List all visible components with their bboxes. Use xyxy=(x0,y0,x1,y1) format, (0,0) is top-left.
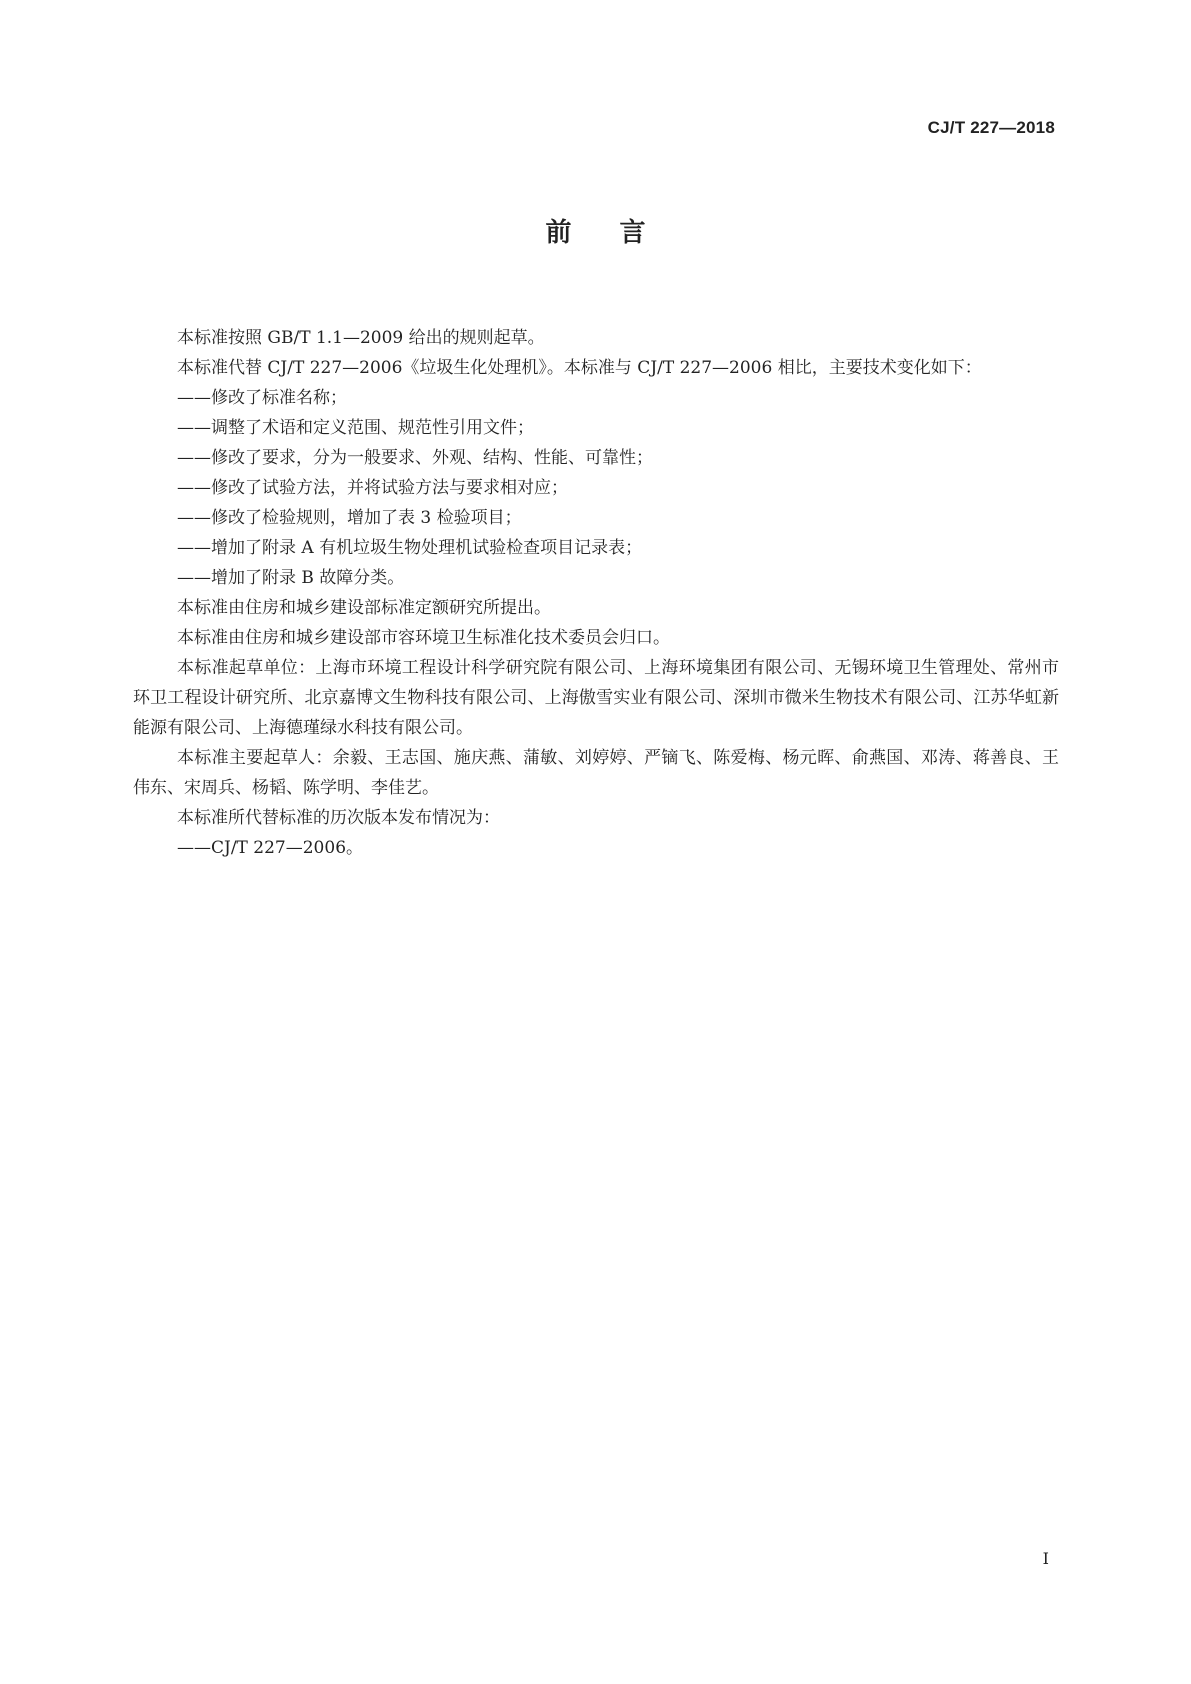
change-item: ——调整了术语和定义范围、规范性引用文件； xyxy=(177,418,534,438)
paragraph-drafting-rules: 本标准按照 GB/T 1.1—2009 给出的规则起草。 xyxy=(177,328,545,348)
paragraph-replacement: 本标准代替 CJ/T 227—2006《垃圾生化处理机》。本标准与 CJ/T 227—2006 相比，主要技术变化如下： xyxy=(177,358,982,378)
change-item: ——修改了要求，分为一般要求、外观、结构、性能、可靠性； xyxy=(177,448,653,468)
paragraph-proposed-by: 本标准由住房和城乡建设部标准定额研究所提出。 xyxy=(177,598,551,618)
paragraph-drafters: 本标准主要起草人：余毅、王志国、施庆燕、蒲敏、刘婷婷、严镝飞、陈爱梅、杨元晖、俞燕国、邓涛、蒋善良、王伟东、宋周兵、杨韬、陈学明、李佳艺。 xyxy=(133,748,1059,798)
change-item: ——增加了附录 A 有机垃圾生物处理机试验检查项目记录表； xyxy=(177,538,643,558)
change-item: ——增加了附录 B 故障分类。 xyxy=(177,568,405,588)
change-item: ——修改了试验方法，并将试验方法与要求相对应； xyxy=(177,478,568,498)
paragraph-managed-by: 本标准由住房和城乡建设部市容环境卫生标准化技术委员会归口。 xyxy=(177,628,670,648)
foreword-body xyxy=(133,323,1059,863)
paragraph-drafting-units: 本标准起草单位：上海市环境工程设计科学研究院有限公司、上海环境集团有限公司、无锡环境卫生管理处、常州市环卫工程设计研究所、北京嘉博文生物科技有限公司、上海傲雪实业有限公司、深圳市微米生物技术有限公司、江苏华虹新能源有限公司、上海德瑾绿水科技有限公司。 xyxy=(133,658,1059,738)
paragraph-version-history: 本标准所代替标准的历次版本发布情况为： xyxy=(177,808,500,828)
change-item: ——修改了标准名称； xyxy=(177,388,347,408)
document-code: CJ/T 227—2018 xyxy=(927,118,1055,137)
change-item: ——修改了检验规则，增加了表 3 检验项目； xyxy=(177,508,522,528)
history-item: ——CJ/T 227—2006。 xyxy=(177,838,364,858)
page-title: 前言 xyxy=(545,218,694,248)
page-number: I xyxy=(1042,1549,1049,1568)
